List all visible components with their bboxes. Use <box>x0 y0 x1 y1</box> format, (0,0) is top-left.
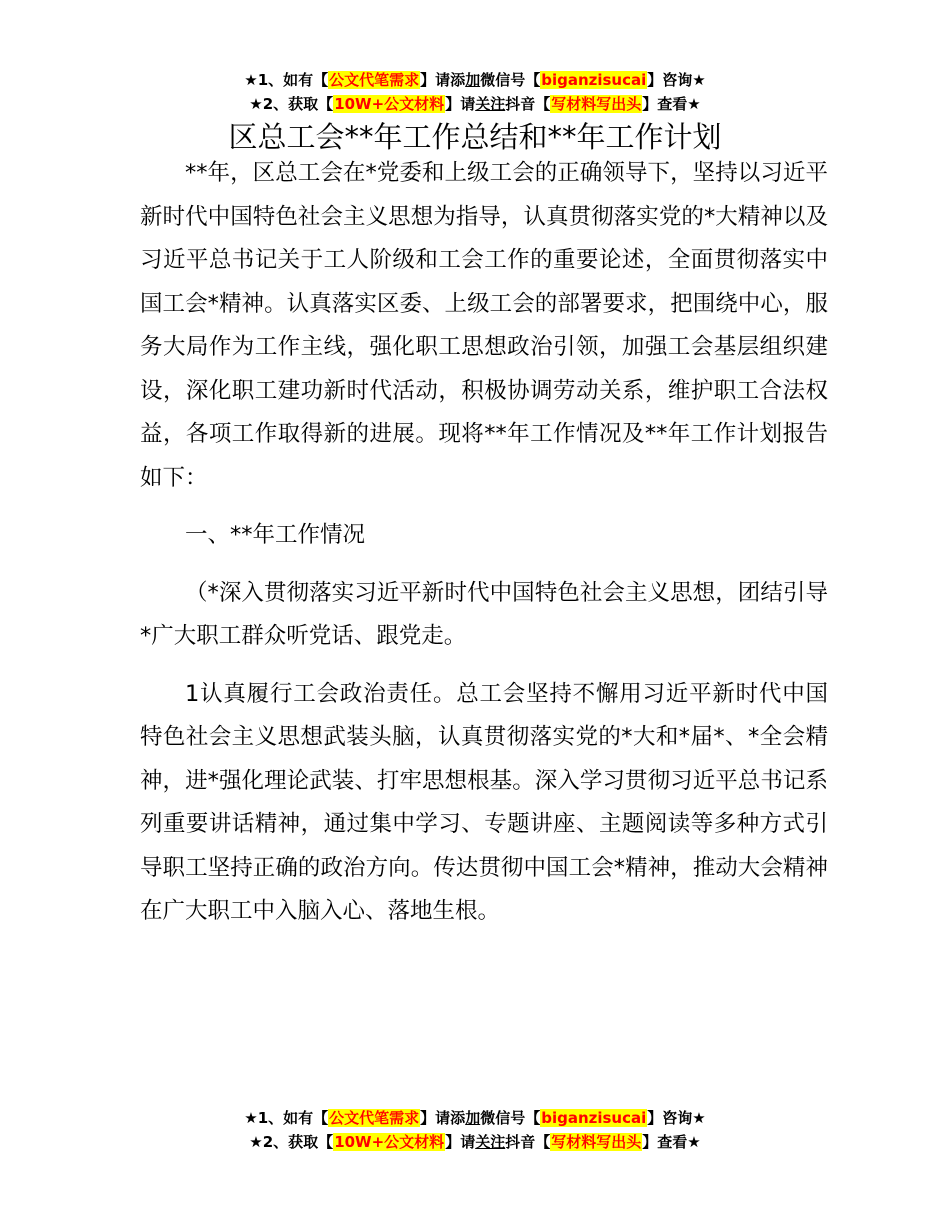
header-banner <box>0 68 950 116</box>
banner-text: 】请添 <box>420 71 466 89</box>
banner-text: 】请 <box>445 1133 476 1151</box>
banner-text: ★1、如有【 <box>244 1109 329 1127</box>
banner-line-2 <box>0 1130 950 1154</box>
banner-highlight-wechat: biganzisucai <box>541 1109 647 1127</box>
banner-underlined: 关注 <box>475 95 506 113</box>
banner-text: 抖音【 <box>505 1133 551 1151</box>
banner-text: ★1、如有【 <box>244 71 329 89</box>
banner-underlined: 加 <box>465 71 481 89</box>
intro-paragraph: **年，区总工会在*党委和上级工会的正确领导下，坚持以习近平新时代中国特色社会主义思想为指导，认真贯彻落实党的*大精神以及习近平总书记关于工人阶级和工会工作的重要论述，全面贯彻落实中国工会*精神。认真落实区委、上级工会的部署要求，把围绕中心，服务大局作为工作主线，强化职工思想政治引领，加强工会基层组织建设，深化职工建功新时代活动，积极协调劳动关系，维护职工合法权益，各项工作取得新的进展。现将**年工作情况及**年工作计划报告如下： <box>140 160 828 491</box>
banner-line-1 <box>0 1106 950 1130</box>
banner-text: 】查看★ <box>642 1133 701 1151</box>
banner-text: 微信号【 <box>480 71 541 89</box>
banner-underlined: 关注 <box>475 1133 506 1151</box>
item-paragraph: 1认真履行工会政治责任。总工会坚持不懈用习近平新时代中国特色社会主义思想武装头脑，认真贯彻落实党的*大和*届*、*全会精神，进*强化理论武装、打牢思想根基。深入学习贯彻习近平总书记系列重要讲话精神，通过集中学习、专题讲座、主题阅读等多种方式引导职工坚持正确的政治方向。传达贯彻中国工会*精神，推动大会精神在广大职工中入脑入心、落地生根。 <box>140 680 828 924</box>
banner-text: 】咨询★ <box>647 71 706 89</box>
banner-highlight-douyin: 写材料写出头 <box>551 95 642 113</box>
banner-text: 抖音【 <box>505 95 551 113</box>
banner-highlight: 10W+公文材料 <box>334 1133 445 1151</box>
document-body <box>140 152 828 934</box>
banner-text: ★2、获取【 <box>249 1133 334 1151</box>
banner-text: 】请 <box>445 95 476 113</box>
banner-text: 】咨询★ <box>647 1109 706 1127</box>
document-title: 区总工会**年工作总结和**年工作计划 <box>228 120 722 154</box>
banner-text: 微信号【 <box>480 1109 541 1127</box>
banner-text: 】查看★ <box>642 95 701 113</box>
banner-line-1 <box>0 68 950 92</box>
banner-line-2 <box>0 92 950 116</box>
banner-highlight: 10W+公文材料 <box>334 95 445 113</box>
subsection-paragraph: （*深入贯彻落实习近平新时代中国特色社会主义思想，团结引导*广大职工群众听党话、跟党走。 <box>140 579 828 649</box>
banner-underlined: 加 <box>465 1109 481 1127</box>
banner-highlight-wechat: biganzisucai <box>541 71 647 89</box>
banner-highlight: 公文代笔需求 <box>329 1109 420 1127</box>
banner-highlight-douyin: 写材料写出头 <box>551 1133 642 1151</box>
banner-highlight: 公文代笔需求 <box>329 71 420 89</box>
section-heading: 一、**年工作情况 <box>185 522 366 548</box>
banner-text: ★2、获取【 <box>249 95 334 113</box>
footer-banner <box>0 1106 950 1154</box>
banner-text: 】请添 <box>420 1109 466 1127</box>
